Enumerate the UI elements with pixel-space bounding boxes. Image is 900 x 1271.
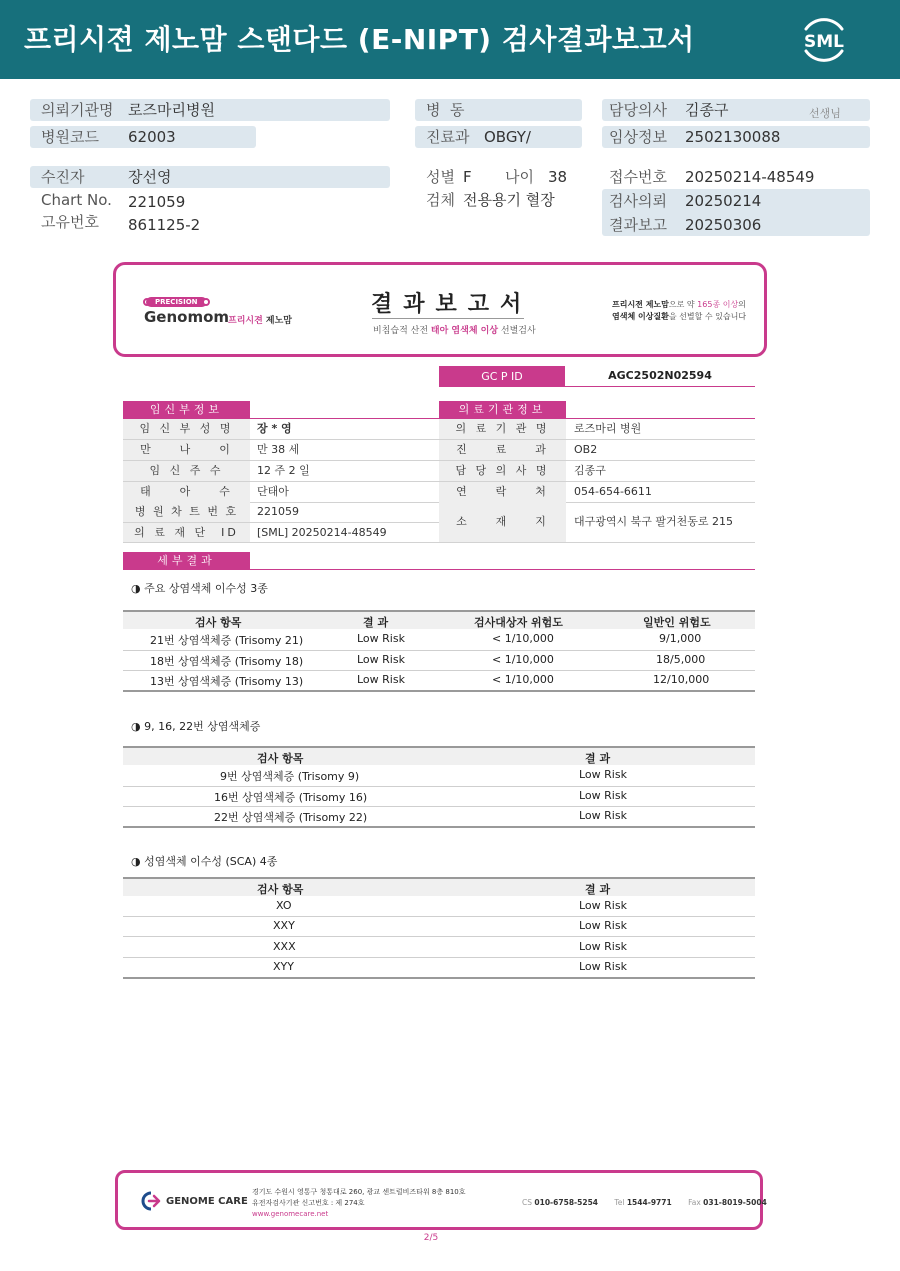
- title-bar: [0, 0, 900, 79]
- doctor-label: 담당의사: [609, 101, 667, 119]
- sec1-cell: 12/10,000: [653, 673, 710, 686]
- gcp-id-value: AGC2502N02594: [565, 366, 755, 387]
- genome-care-logo-text: GENOME CARE: [166, 1196, 248, 1207]
- age-value: 38: [548, 168, 568, 186]
- sec1-col-result: 결 과: [363, 616, 389, 629]
- cs-number: 010-6758-5254: [534, 1198, 599, 1207]
- sec1-cell: Low Risk: [357, 653, 405, 666]
- sec3-cell: XO: [276, 899, 292, 912]
- sex-label: 성별: [426, 168, 455, 186]
- report-subtitle-b: 선별검사: [500, 326, 536, 336]
- pregnant-row-value: 221059: [257, 505, 299, 518]
- footer-addr-line2: 유전자검사기관 신고번호 : 제 274호: [252, 1199, 365, 1207]
- medical-row-value: 김종구: [574, 464, 606, 477]
- pregnant-row-label: 병 원 차 트 번 호: [123, 502, 250, 522]
- clinical-value: 2502130088: [685, 128, 781, 146]
- medical-row-label: 진 료 과: [439, 440, 566, 460]
- clinical-label: 임상정보: [609, 128, 667, 146]
- medical-row-value: OB2: [574, 443, 598, 456]
- sec2-heading: ◑ 9, 16, 22번 상염색체증: [131, 720, 261, 733]
- tel-number: 1544-9771: [626, 1198, 672, 1207]
- pregnant-row-label: 만 나 이: [123, 440, 250, 460]
- row-divider: [123, 542, 439, 543]
- genomom-sub-b: 제노맘: [265, 316, 293, 326]
- genomom-sub-a: 프리시젼: [228, 316, 263, 326]
- report-right-c: 의: [738, 300, 746, 309]
- row-divider: [123, 936, 755, 937]
- fax-label: Fax: [688, 1198, 701, 1207]
- request-value: 20250214: [685, 192, 762, 210]
- doctor-suffix: 선생님: [809, 107, 841, 120]
- institution-value: 로즈마리병원: [128, 101, 215, 119]
- sec1-cell: 13번 상염색체증 (Trisomy 13): [150, 675, 304, 688]
- pregnant-row-value: 12 주 2 일: [257, 464, 310, 477]
- report-title: 결과보고서: [371, 292, 533, 317]
- row-divider: [439, 542, 755, 543]
- sec1-cell: Low Risk: [357, 632, 405, 645]
- report-subtitle-hl: 태아 염색체 이상: [430, 326, 499, 336]
- receipt-value: 20250214-48549: [685, 168, 815, 186]
- sec3-cell: Low Risk: [579, 960, 627, 973]
- sec3-col-item: 검사 항목: [257, 883, 304, 896]
- report-right-d: 염색체 이상질환: [612, 312, 669, 321]
- medical-row-value: 로즈마리 병원: [574, 422, 642, 435]
- sec2-cell: Low Risk: [579, 809, 627, 822]
- report-label: 결과보고: [609, 216, 667, 234]
- tel-label: Tel: [614, 1198, 625, 1207]
- page-number: 2/5: [423, 1233, 439, 1243]
- sec2-cell: Low Risk: [579, 768, 627, 781]
- pregnant-row-label: 태 아 수: [123, 482, 250, 502]
- sec2-cell: 9번 상염색체증 (Trisomy 9): [220, 770, 360, 783]
- report-right-b: 으로 약: [668, 300, 695, 309]
- row-divider: [123, 957, 755, 958]
- sec3-col-result: 결 과: [585, 883, 611, 896]
- report-subtitle: [373, 323, 536, 336]
- detail-results-line: [250, 569, 755, 570]
- genomom-logo: Genomom: [144, 308, 230, 326]
- sec1-cell: < 1/10,000: [492, 632, 554, 645]
- sec1-table-header: [123, 610, 755, 629]
- pregnant-row-value: 장 * 영: [257, 422, 292, 435]
- hospital-code-label: 병원코드: [41, 128, 99, 146]
- table-bottom-line: [123, 977, 755, 979]
- fax-number: 031-8019-5004: [703, 1198, 767, 1207]
- sex-value: F: [463, 168, 472, 186]
- sec3-table-header: [123, 877, 755, 896]
- sec3-cell: Low Risk: [579, 940, 627, 953]
- sec2-col-result: 결 과: [585, 752, 611, 765]
- table-bottom-line: [123, 690, 755, 692]
- ward-label: 병 동: [426, 101, 465, 119]
- sec1-cell: Low Risk: [357, 673, 405, 686]
- medical-row-label: 의 료 기 관 명: [439, 419, 566, 439]
- request-label: 검사의뢰: [609, 192, 667, 210]
- sec2-table-header: [123, 746, 755, 765]
- report-subtitle-a: 비침습적 산전: [373, 326, 429, 336]
- table-bottom-line: [123, 826, 755, 828]
- genomom-sub: [228, 313, 292, 326]
- genome-care-logo-icon: [138, 1190, 164, 1212]
- specimen-label: 검체: [426, 191, 455, 209]
- report-title-underline: [372, 318, 524, 319]
- medical-row-label: 담 당 의 사 명: [439, 461, 566, 481]
- footer-box: [115, 1170, 767, 1230]
- sec3-cell: XYY: [273, 960, 294, 973]
- detail-results-tab: 세부결과: [123, 552, 250, 570]
- pregnant-row-label: 의 료 재 단 ID: [123, 523, 250, 543]
- sec1-cell: 9/1,000: [659, 632, 702, 645]
- pregnant-row-label: 임 신 부 성 명: [123, 419, 250, 439]
- footer-contact: [522, 1198, 781, 1207]
- chart-label: Chart No.: [41, 191, 112, 209]
- department-label: 진료과: [426, 128, 470, 146]
- unique-value: 861125-2: [128, 216, 201, 234]
- footer-address: [252, 1187, 466, 1220]
- chart-value: 221059: [128, 193, 186, 211]
- department-value: OBGY/: [484, 128, 531, 146]
- sec2-cell: Low Risk: [579, 789, 627, 802]
- report-right-e: 을 선별할 수 있습니다: [668, 312, 747, 321]
- sec2-col-item: 검사 항목: [257, 752, 304, 765]
- receipt-label: 접수번호: [609, 168, 667, 186]
- row-divider: [123, 650, 755, 651]
- report-title-box: [113, 262, 767, 357]
- sec3-heading: ◑ 성염색체 이수성 (SCA) 4종: [131, 855, 278, 868]
- pregnant-info-tab: 임신부정보: [123, 401, 250, 419]
- row-divider: [123, 806, 755, 807]
- gcp-id-label: GC P ID: [439, 366, 565, 387]
- medical-row-label: 소 재 지: [439, 502, 566, 542]
- sml-logo-icon: [796, 13, 852, 65]
- hospital-code-value: 62003: [128, 128, 176, 146]
- institution-label: 의뢰기관명: [41, 101, 114, 119]
- sec2-cell: 22번 상염색체증 (Trisomy 22): [214, 811, 368, 824]
- medical-row-value: 대구광역시 북구 팔거천동로 215: [574, 515, 733, 528]
- precision-badge: PRECISION: [146, 297, 207, 307]
- row-divider: [123, 786, 755, 787]
- sec1-cell: < 1/10,000: [492, 653, 554, 666]
- sec1-cell: 21번 상염색체증 (Trisomy 21): [150, 634, 304, 647]
- sec3-cell: XXY: [273, 919, 295, 932]
- row-divider: [123, 670, 755, 671]
- report-right-a: 프리시젼 제노맘: [612, 300, 669, 309]
- report-value: 20250306: [685, 216, 762, 234]
- sec3-cell: XXX: [273, 940, 296, 953]
- patient-value: 장선영: [128, 168, 172, 186]
- footer-website-link[interactable]: www.genomecare.net: [252, 1210, 329, 1218]
- sec3-cell: Low Risk: [579, 899, 627, 912]
- report-right-text: [612, 299, 746, 323]
- age-label: 나이: [505, 168, 534, 186]
- pregnant-row-label: 임 신 주 수: [123, 461, 250, 481]
- page-title: 프리시젼 제노맘 스탠다드 (E-NIPT) 검사결과보고서: [24, 23, 695, 56]
- sec1-cell: < 1/10,000: [492, 673, 554, 686]
- sec3-cell: Low Risk: [579, 919, 627, 932]
- unique-label: 고유번호: [41, 213, 99, 231]
- cs-label: CS: [522, 1198, 532, 1207]
- doctor-value: 김종구: [685, 101, 729, 119]
- medical-row-value: 054-654-6611: [574, 485, 652, 498]
- sec1-col-general-risk: 일반인 위험도: [643, 616, 711, 629]
- report-right-hl: 165종 이상: [697, 300, 739, 309]
- sec1-cell: 18번 상염색체증 (Trisomy 18): [150, 655, 304, 668]
- sec1-col-item: 검사 항목: [195, 616, 242, 629]
- medical-row-label: 연 락 처: [439, 482, 566, 502]
- sec1-col-subject-risk: 검사대상자 위험도: [474, 616, 563, 629]
- pregnant-row-value: 만 38 세: [257, 443, 300, 456]
- footer-addr-line1: 경기도 수원시 영통구 청통대로 260, 광교 센트럴비즈타워 8층 810호: [252, 1188, 466, 1196]
- sec2-cell: 16번 상염색체증 (Trisomy 16): [214, 791, 368, 804]
- patient-label: 수진자: [41, 168, 85, 186]
- sec1-cell: 18/5,000: [656, 653, 706, 666]
- specimen-value: 전용용기 혈장: [463, 191, 555, 209]
- medical-info-tab: 의료기관정보: [439, 401, 566, 419]
- sec1-heading: ◑ 주요 상염색체 이수성 3종: [131, 582, 268, 595]
- pregnant-row-value: 단태아: [257, 485, 289, 498]
- precision-dot-right-icon: [202, 298, 210, 306]
- row-divider: [123, 916, 755, 917]
- sml-logo-text: SML: [804, 32, 844, 52]
- pregnant-row-value: [SML] 20250214-48549: [257, 526, 387, 539]
